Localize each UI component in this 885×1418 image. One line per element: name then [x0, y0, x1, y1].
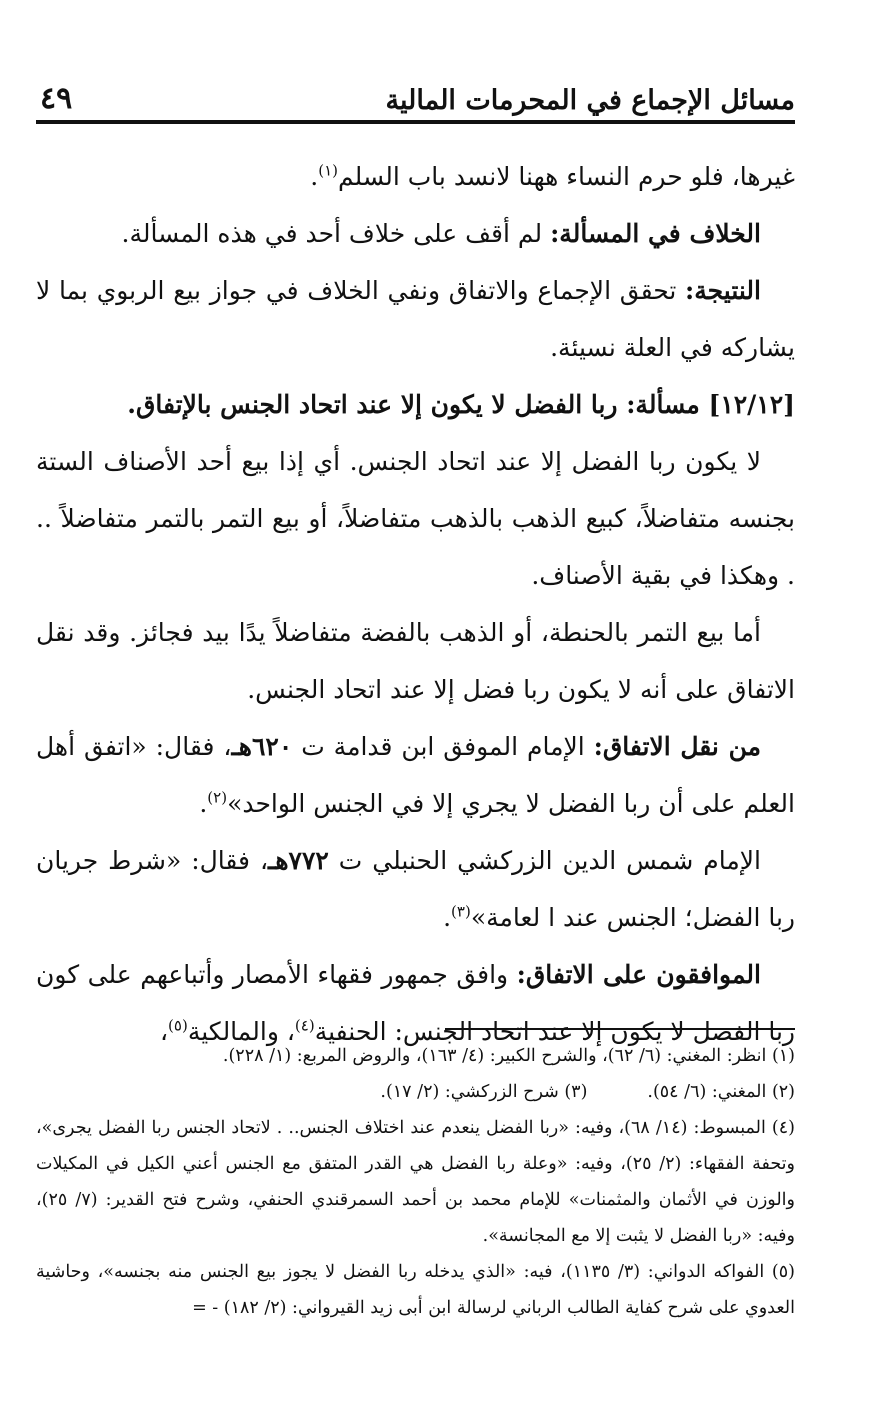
footnote-separator [445, 1028, 795, 1030]
paragraph-zarkashi [36, 832, 795, 946]
punctuation: . [310, 162, 319, 191]
running-header [36, 68, 795, 116]
paragraph-text: تحقق الإجماع والاتفاق ونفي الخلاف في جواز بيع الربوي بما لا يشاركه في العلة نسيئة. [36, 276, 795, 362]
issue-title: مسألة: ربا الفضل لا يكون إلا عند اتحاد الجنس بالإتفاق. [127, 390, 709, 419]
footnote-1: (١) انظر: المغني: (٦/ ٦٢)، والشرح الكبير: (٤/ ١٦٣)، والروض المربع: (١/ ٢٢٨). [222, 1046, 795, 1066]
punctuation: ، [159, 1017, 169, 1046]
paragraph-text: وافق جمهور فقهاء الأمصار وأتباعهم على كون ربا الفضل لا يكون إلا عند اتحاد الجنس: الحنفية [36, 960, 795, 1046]
paragraph-text: ، والمالكية [187, 1017, 295, 1046]
footnote-ref: (٣) [451, 902, 471, 921]
footnote-row [36, 1074, 795, 1110]
paragraph-text: لم أقف على خلاف أحد في هذه المسألة. [121, 219, 551, 248]
section-label: الخلاف في المسألة: [550, 219, 761, 248]
footnote-ref: (٢) [207, 788, 228, 807]
paragraph-khilaf [36, 205, 795, 262]
section-label: الموافقون على الاتفاق: [516, 960, 761, 989]
footnote-4: (٤) المبسوط: (١٤/ ٦٨)، وفيه: «ربا الفضل ينعدم عند اختلاف الجنس.. . لاتحاد الجنس ربا الفضل يجرى»، وتحفة الفقهاء: (٢/ ٢٥)، وفيه: «وعلة ربا الفضل هي القدر المتفق مع الجنس أعني الكيل في المكيلات والوزن في الأثمان والمثمنات» للإمام محمد بن أحمد السمرقندي الحنفي، وشرح فتح القدير: (٧/ ٢٥)، وفيه: «ربا الفضل لا يثبت إلا مع المجانسة». [36, 1118, 795, 1246]
paragraph-naql [36, 718, 795, 832]
footnote-2: (٢) المغني: (٦/ ٥٤). [647, 1082, 795, 1102]
paragraph-definition: لا يكون ربا الفضل إلا عند اتحاد الجنس. أي إذا بيع أحد الأصناف الستة بجنسه متفاضلاً، كبيع الذهب بالذهب متفاضلاً، أو بيع التمر بالتمر متفاضلاً .. . وهكذا في بقية الأصناف. [36, 447, 795, 590]
issue-number: [١٢/١٢] [708, 390, 795, 419]
page-number: ٤٩ [40, 81, 73, 116]
footnotes [36, 1038, 795, 1326]
book-page [36, 0, 795, 1418]
section-label: من نقل الاتفاق: [593, 732, 762, 761]
death-year: ٦٢٠هـ [231, 732, 293, 761]
paragraph-text: ، فقال: «شرط جريان ربا الفضل؛ الجنس عند ا لعامة» [36, 846, 795, 932]
header-title: مسائل الإجماع في المحرمات المالية [385, 85, 795, 116]
punctuation: . [443, 903, 452, 932]
footnote-ref: (٥) [168, 1016, 188, 1035]
paragraph-continuation [36, 148, 795, 205]
death-year: ٧٧٢هـ [268, 846, 329, 875]
footnote-5: (٥) الفواكه الدواني: (٣/ ١١٣٥)، فيه: «الذي يدخله ربا الفضل لا يجوز بيع الجنس منه بجنسه»، وحاشية العدوي على شرح كفاية الطالب الرباني لرسالة ابن أبى زيد القيرواني: (٢/ ١٨٢) - = [36, 1262, 795, 1318]
punctuation: . [199, 789, 208, 818]
section-label: النتيجة: [685, 276, 761, 305]
footnote-ref: (١) [318, 161, 339, 180]
paragraph-text: ، فقال: «اتفق أهل العلم على أن ربا الفضل لا يجري إلا في الجنس الواحد» [36, 732, 795, 818]
paragraph-result [36, 262, 795, 376]
paragraph-text: الإمام الموفق ابن قدامة ت [292, 732, 594, 761]
line-text: غيرها، فلو حرم النساء ههنا لانسد باب السلم [338, 162, 795, 191]
header-rule [36, 120, 795, 124]
paragraph-text: الإمام شمس الدين الزركشي الحنبلي ت [328, 846, 761, 875]
main-text [36, 148, 795, 1060]
footnote-3: (٣) شرح الزركشي: (٢/ ١٧). [380, 1082, 588, 1102]
issue-heading [36, 376, 795, 433]
footnote-ref: (٤) [294, 1016, 315, 1035]
paragraph-exception: أما بيع التمر بالحنطة، أو الذهب بالفضة متفاضلاً يدًا بيد فجائز. وقد نقل الاتفاق على أنه لا يكون ربا فضل إلا عند اتحاد الجنس. [36, 618, 795, 704]
